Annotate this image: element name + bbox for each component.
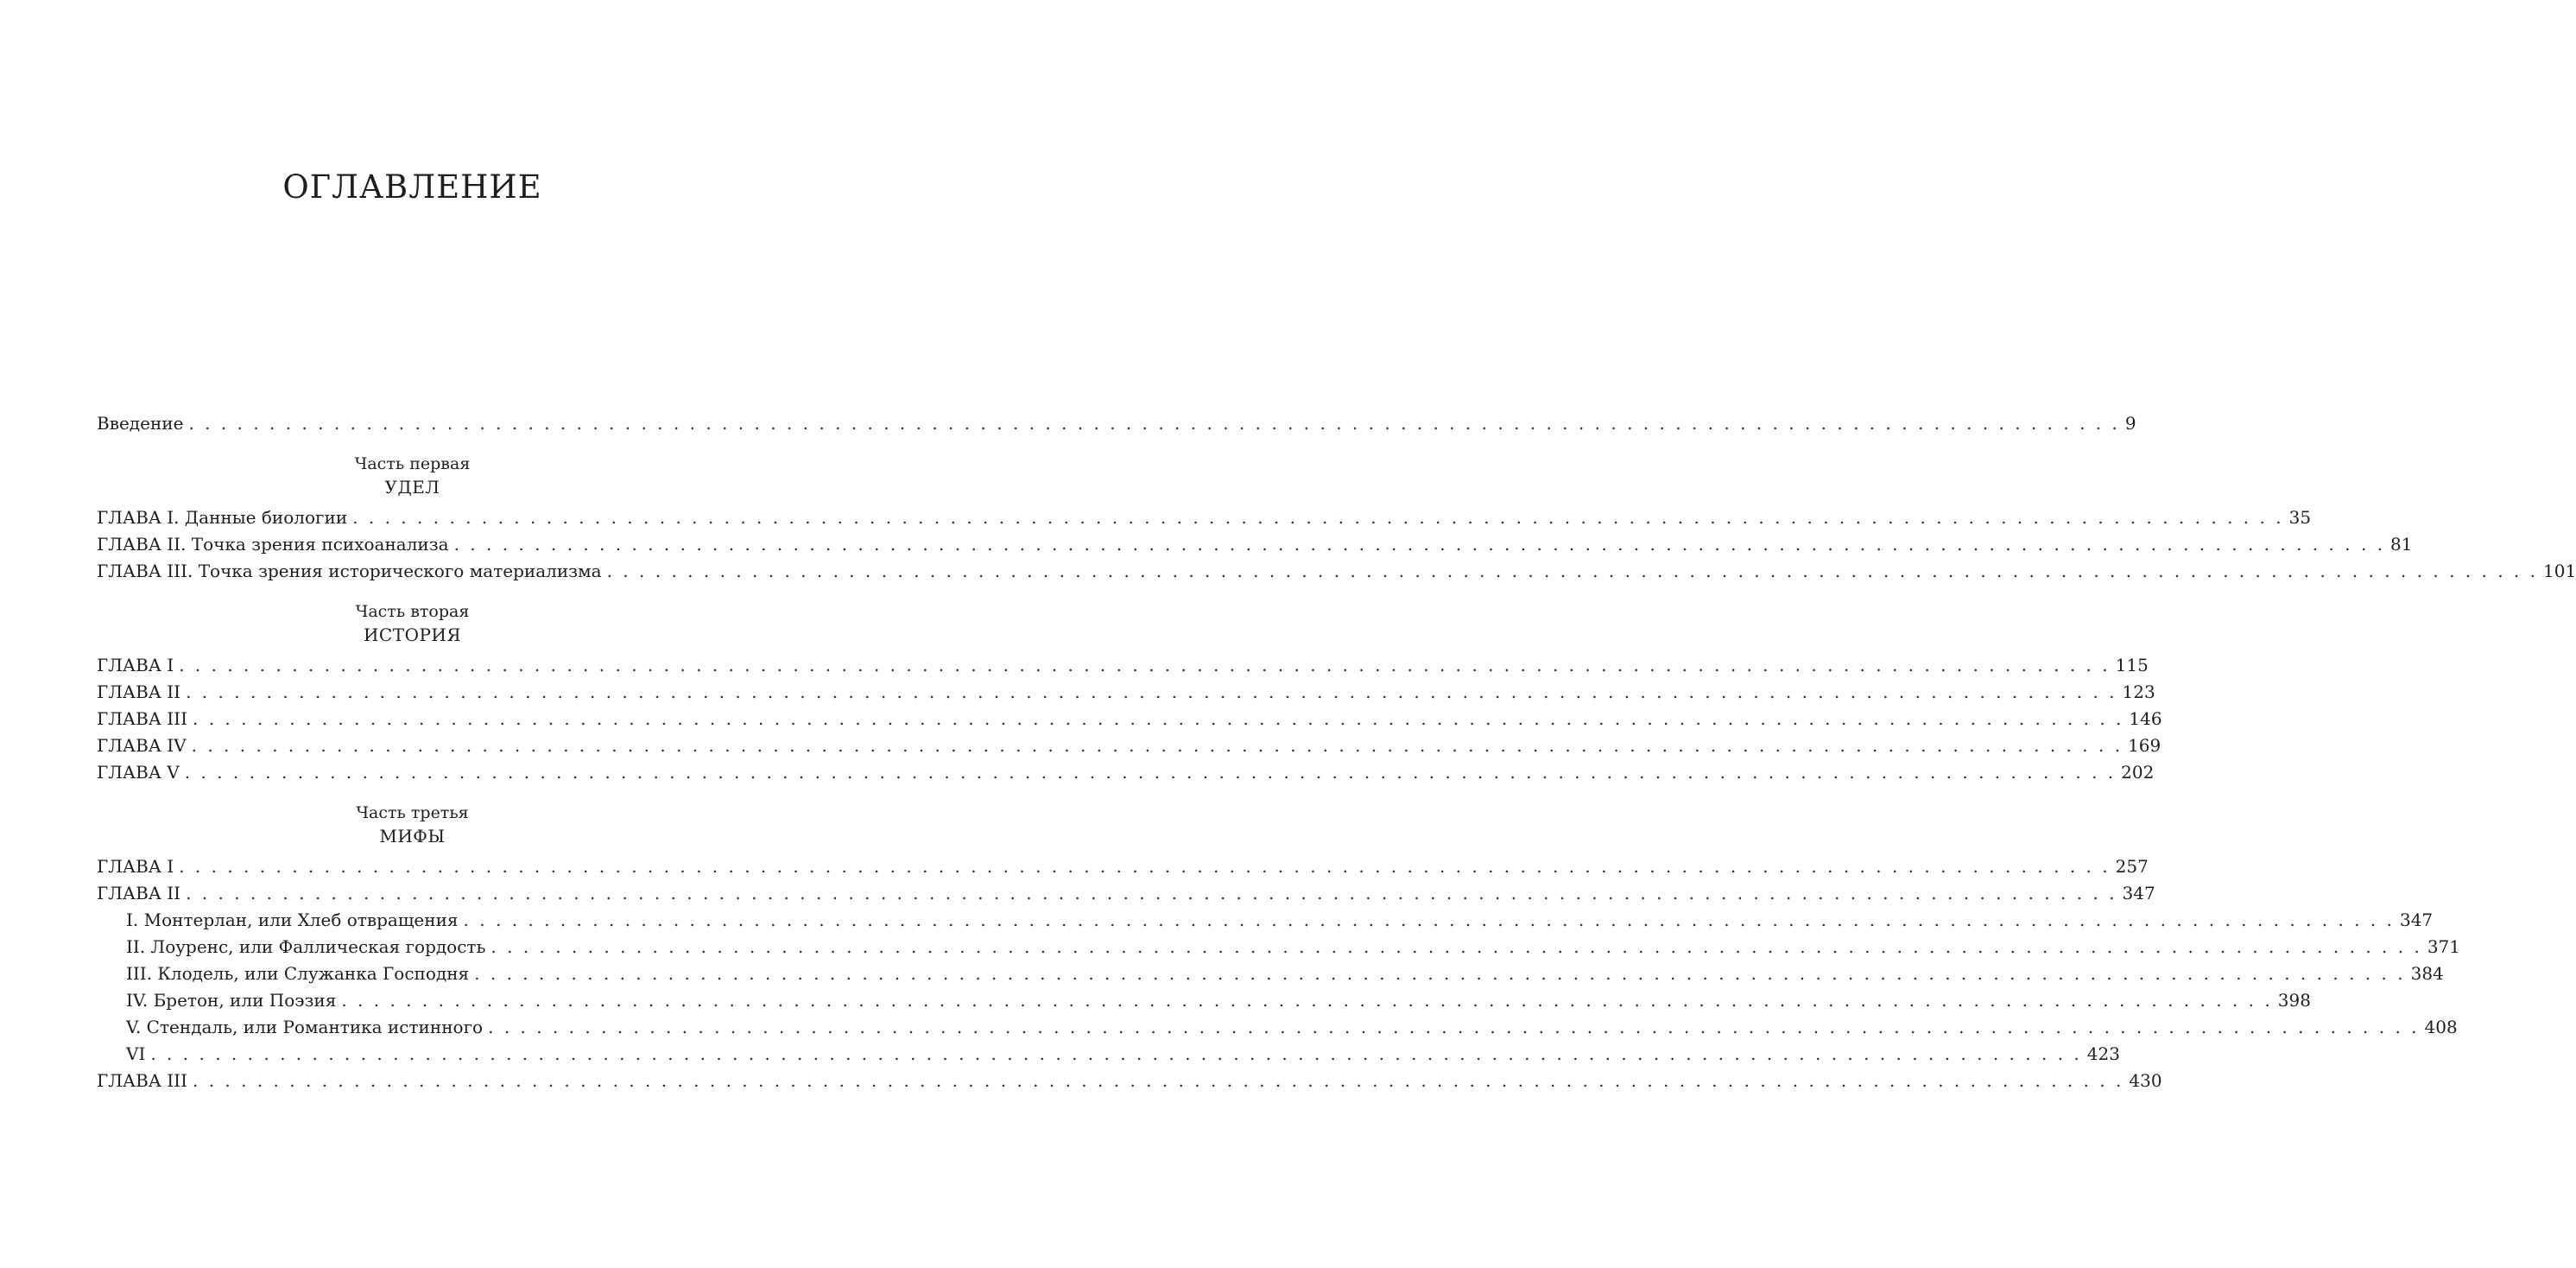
toc-entry-page: 257: [2115, 856, 2149, 877]
toc-entry-label: ГЛАВА II: [97, 883, 181, 903]
page-title: ОГЛАВЛЕНИЕ: [282, 168, 542, 206]
toc-entry[interactable]: [97, 759, 2155, 786]
part-title: ИСТОРИЯ: [363, 624, 462, 645]
toc-subentry[interactable]: [97, 907, 2434, 934]
toc-entry-label: ГЛАВА I: [97, 655, 174, 675]
leader-dots: . . . . . . . . . . . . . . . . . . . . . . . . . . . . . . . . . . . . . . . . . . . . . . . . . . . . . . . . . . . . . . . . . . . . . . . . . . . . . . . . . . . . . . . . . . . . . . . . . . . . . . . . . . . . . . . . . . . . . . . .: [474, 963, 2406, 984]
toc-entry-label: ГЛАВА I: [97, 856, 174, 877]
toc-entry-label: ГЛАВА II: [97, 682, 181, 702]
toc-entry[interactable]: [97, 679, 2155, 706]
toc-entry-page: 384: [2410, 963, 2444, 984]
toc-entry-page: 398: [2277, 990, 2311, 1011]
leader-dots: . . . . . . . . . . . . . . . . . . . . . . . . . . . . . . . . . . . . . . . . . . . . . . . . . . . . . . . . . . . . . . . . . . . . . . . . . . . . . . . . . . . . . . . . . . . . . . . . . . . . . . . . . . . . . . . . . . . . . . . .: [184, 762, 2117, 783]
toc-entry-label: V. Стендаль, или Романтика истинного: [126, 1017, 484, 1037]
part-heading: [0, 600, 825, 647]
toc-entry[interactable]: [97, 880, 2155, 907]
leader-dots: . . . . . . . . . . . . . . . . . . . . . . . . . . . . . . . . . . . . . . . . . . . . . . . . . . . . . . . . . . . . . . . . . . . . . . . . . . . . . . . . . . . . . . . . . . . . . . . . . . . . . . . . . . . . . . . . . . . . . . . .: [186, 883, 2117, 903]
toc-entry-label: IV. Бретон, или Поэзия: [126, 990, 337, 1011]
toc-entry-label: ГЛАВА III: [97, 1070, 187, 1091]
toc-entry[interactable]: [97, 652, 2149, 679]
leader-dots: . . . . . . . . . . . . . . . . . . . . . . . . . . . . . . . . . . . . . . . . . . . . . . . . . . . . . . . . . . . . . . . . . . . . . . . . . . . . . . . . . . . . . . . . . . . . . . . . . . . . . . . . . . . . . . . . . . . . . . . .: [491, 936, 2422, 957]
leader-dots: . . . . . . . . . . . . . . . . . . . . . . . . . . . . . . . . . . . . . . . . . . . . . . . . . . . . . . . . . . . . . . . . . . . . . . . . . . . . . . . . . . . . . . . . . . . . . . . . . . . . . . . . . . . . . . . . . . . . . . . .: [188, 413, 2120, 434]
toc-entry[interactable]: [97, 853, 2149, 880]
toc-entry-label: ГЛАВА III. Точка зрения исторического материализма: [97, 561, 602, 581]
toc-entry-label: ГЛАВА II. Точка зрения психоанализа: [97, 534, 449, 555]
toc-entry[interactable]: [97, 1068, 2162, 1094]
toc-entry-page: 146: [2129, 708, 2162, 729]
toc-entry-label: II. Лоуренс, или Фаллическая гордость: [126, 936, 486, 957]
toc-entry-page: 347: [2122, 883, 2155, 903]
toc-entry-intro[interactable]: [97, 410, 2136, 437]
toc-entry-page: 81: [2390, 534, 2413, 555]
toc-entry[interactable]: [97, 558, 2576, 585]
toc-entry-page: 371: [2427, 936, 2461, 957]
toc-entry-label: III. Клодель, или Служанка Господня: [126, 963, 470, 984]
toc-entry-page: 115: [2115, 655, 2149, 675]
toc-subentry[interactable]: [97, 1014, 2458, 1041]
toc-entry-label: ГЛАВА I. Данные биологии: [97, 507, 348, 528]
toc-entry-page: 9: [2124, 413, 2136, 434]
leader-dots: . . . . . . . . . . . . . . . . . . . . . . . . . . . . . . . . . . . . . . . . . . . . . . . . . . . . . . . . . . . . . . . . . . . . . . . . . . . . . . . . . . . . . . . . . . . . . . . . . . . . . . . . . . . . . . . . . . . . . . . .: [150, 1043, 2082, 1064]
toc-entry-page: 35: [2288, 507, 2312, 528]
leader-dots: . . . . . . . . . . . . . . . . . . . . . . . . . . . . . . . . . . . . . . . . . . . . . . . . . . . . . . . . . . . . . . . . . . . . . . . . . . . . . . . . . . . . . . . . . . . . . . . . . . . . . . . . . . . . . . . . . . . . . . . .: [352, 507, 2284, 528]
toc-entry-page: 123: [2122, 682, 2155, 702]
toc-entry-page: 202: [2121, 762, 2155, 783]
toc-entry[interactable]: [97, 504, 2312, 531]
toc-subentry[interactable]: [97, 934, 2461, 961]
toc-subentry[interactable]: [97, 987, 2311, 1014]
toc-entry-label: VI: [126, 1043, 146, 1064]
leader-dots: . . . . . . . . . . . . . . . . . . . . . . . . . . . . . . . . . . . . . . . . . . . . . . . . . . . . . . . . . . . . . . . . . . . . . . . . . . . . . . . . . . . . . . . . . . . . . . . . . . . . . . . . . . . . . . . . . . . . . . . .: [488, 1017, 2420, 1037]
leader-dots: . . . . . . . . . . . . . . . . . . . . . . . . . . . . . . . . . . . . . . . . . . . . . . . . . . . . . . . . . . . . . . . . . . . . . . . . . . . . . . . . . . . . . . . . . . . . . . . . . . . . . . . . . . . . . . . . . . . . . . . .: [179, 856, 2111, 877]
part-label: Часть первая: [354, 454, 471, 473]
toc-entry[interactable]: [97, 706, 2162, 732]
toc-entry[interactable]: [97, 732, 2161, 759]
leader-dots: . . . . . . . . . . . . . . . . . . . . . . . . . . . . . . . . . . . . . . . . . . . . . . . . . . . . . . . . . . . . . . . . . . . . . . . . . . . . . . . . . . . . . . . . . . . . . . . . . . . . . . . . . . . . . . . . . . . . . . . .: [186, 682, 2117, 702]
leader-dots: . . . . . . . . . . . . . . . . . . . . . . . . . . . . . . . . . . . . . . . . . . . . . . . . . . . . . . . . . . . . . . . . . . . . . . . . . . . . . . . . . . . . . . . . . . . . . . . . . . . . . . . . . . . . . . . . . . . . . . . .: [179, 655, 2111, 675]
toc-subentry[interactable]: [97, 961, 2444, 987]
leader-dots: . . . . . . . . . . . . . . . . . . . . . . . . . . . . . . . . . . . . . . . . . . . . . . . . . . . . . . . . . . . . . . . . . . . . . . . . . . . . . . . . . . . . . . . . . . . . . . . . . . . . . . . . . . . . . . . . . . . . . . . .: [192, 708, 2124, 729]
part-heading: [0, 802, 825, 848]
part-label: Часть вторая: [355, 602, 470, 621]
part-label: Часть третья: [356, 803, 469, 822]
toc-entry-label: Введение: [97, 413, 184, 434]
toc-entry-page: 101: [2543, 561, 2576, 581]
toc-entry-page: 430: [2129, 1070, 2162, 1091]
part-title: УДЕЛ: [384, 477, 440, 498]
leader-dots: . . . . . . . . . . . . . . . . . . . . . . . . . . . . . . . . . . . . . . . . . . . . . . . . . . . . . . . . . . . . . . . . . . . . . . . . . . . . . . . . . . . . . . . . . . . . . . . . . . . . . . . . . . . . . . . . . . . . . . . .: [192, 1070, 2124, 1091]
toc-entry-label: I. Монтерлан, или Хлеб отвращения: [126, 910, 459, 930]
toc-subentry[interactable]: [97, 1041, 2120, 1068]
part-title: МИФЫ: [379, 826, 446, 846]
leader-dots: . . . . . . . . . . . . . . . . . . . . . . . . . . . . . . . . . . . . . . . . . . . . . . . . . . . . . . . . . . . . . . . . . . . . . . . . . . . . . . . . . . . . . . . . . . . . . . . . . . . . . . . . . . . . . . . . . . . . . . . .: [453, 534, 2386, 555]
toc-entry-label: ГЛАВА IV: [97, 735, 187, 756]
toc-entry-page: 423: [2086, 1043, 2120, 1064]
toc-entry-page: 408: [2424, 1017, 2458, 1037]
toc-entry-label: ГЛАВА III: [97, 708, 187, 729]
leader-dots: . . . . . . . . . . . . . . . . . . . . . . . . . . . . . . . . . . . . . . . . . . . . . . . . . . . . . . . . . . . . . . . . . . . . . . . . . . . . . . . . . . . . . . . . . . . . . . . . . . . . . . . . . . . . . . . . . . . . . . . .: [606, 561, 2539, 581]
leader-dots: . . . . . . . . . . . . . . . . . . . . . . . . . . . . . . . . . . . . . . . . . . . . . . . . . . . . . . . . . . . . . . . . . . . . . . . . . . . . . . . . . . . . . . . . . . . . . . . . . . . . . . . . . . . . . . . . . . . . . . . .: [463, 910, 2395, 930]
leader-dots: . . . . . . . . . . . . . . . . . . . . . . . . . . . . . . . . . . . . . . . . . . . . . . . . . . . . . . . . . . . . . . . . . . . . . . . . . . . . . . . . . . . . . . . . . . . . . . . . . . . . . . . . . . . . . . . . . . . . . . . .: [341, 990, 2273, 1011]
part-heading: [0, 453, 825, 499]
toc-entry-page: 347: [2399, 910, 2434, 930]
leader-dots: . . . . . . . . . . . . . . . . . . . . . . . . . . . . . . . . . . . . . . . . . . . . . . . . . . . . . . . . . . . . . . . . . . . . . . . . . . . . . . . . . . . . . . . . . . . . . . . . . . . . . . . . . . . . . . . . . . . . . . . .: [191, 735, 2123, 756]
toc-entry[interactable]: [97, 531, 2413, 558]
toc-entry-page: 169: [2128, 735, 2161, 756]
toc-entry-label: ГЛАВА V: [97, 762, 180, 783]
table-of-contents: [97, 410, 2576, 1094]
